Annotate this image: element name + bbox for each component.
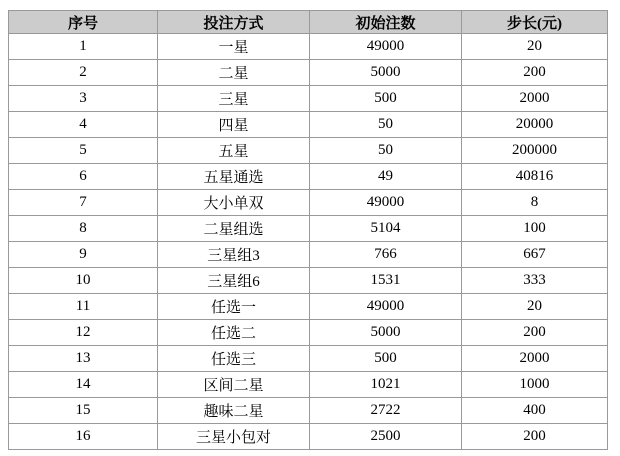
- table-cell: 12: [9, 320, 158, 346]
- table-body: [9, 34, 608, 450]
- table-cell: 趣味二星: [158, 398, 310, 424]
- table-row: [9, 398, 608, 424]
- table-cell: 2000: [462, 86, 608, 112]
- table-row: [9, 268, 608, 294]
- table-cell: 五星: [158, 138, 310, 164]
- table-cell: 50: [310, 138, 462, 164]
- column-header-bet-method: 投注方式: [158, 11, 310, 34]
- table-row: [9, 86, 608, 112]
- table-cell: 三星小包对: [158, 424, 310, 450]
- table-cell: 500: [310, 86, 462, 112]
- table-row: [9, 190, 608, 216]
- table-cell: 任选三: [158, 346, 310, 372]
- table-cell: 5: [9, 138, 158, 164]
- table-cell: 5000: [310, 320, 462, 346]
- table-cell: 11: [9, 294, 158, 320]
- table-row: [9, 294, 608, 320]
- table-cell: 4: [9, 112, 158, 138]
- table-cell: 50: [310, 112, 462, 138]
- table-cell: 766: [310, 242, 462, 268]
- table-cell: 49000: [310, 34, 462, 60]
- table-row: [9, 424, 608, 450]
- table-cell: 200: [462, 320, 608, 346]
- table-cell: 200000: [462, 138, 608, 164]
- table-cell: 20: [462, 294, 608, 320]
- table-cell: 100: [462, 216, 608, 242]
- table-cell: 四星: [158, 112, 310, 138]
- table-cell: 任选二: [158, 320, 310, 346]
- table-cell: 2500: [310, 424, 462, 450]
- table-cell: 1000: [462, 372, 608, 398]
- table-cell: 1: [9, 34, 158, 60]
- table-cell: 8: [462, 190, 608, 216]
- table-cell: 10: [9, 268, 158, 294]
- table-cell: 3: [9, 86, 158, 112]
- table-cell: 任选一: [158, 294, 310, 320]
- table-cell: 二星: [158, 60, 310, 86]
- betting-table: [8, 10, 608, 450]
- table-cell: 1021: [310, 372, 462, 398]
- column-header-index: 序号: [9, 11, 158, 34]
- table-cell: 三星: [158, 86, 310, 112]
- table-cell: 7: [9, 190, 158, 216]
- table-header-row: [9, 11, 608, 34]
- table-cell: 20000: [462, 112, 608, 138]
- table-cell: 14: [9, 372, 158, 398]
- table-row: [9, 372, 608, 398]
- table-cell: 二星组选: [158, 216, 310, 242]
- table-cell: 三星组6: [158, 268, 310, 294]
- table-row: [9, 346, 608, 372]
- table-cell: 49000: [310, 190, 462, 216]
- table-row: [9, 164, 608, 190]
- betting-table-container: [8, 10, 608, 450]
- table-row: [9, 34, 608, 60]
- column-header-step-yuan: 步长(元): [462, 11, 608, 34]
- table-cell: 200: [462, 424, 608, 450]
- table-cell: 49000: [310, 294, 462, 320]
- table-row: [9, 320, 608, 346]
- table-cell: 五星通选: [158, 164, 310, 190]
- table-cell: 40816: [462, 164, 608, 190]
- table-cell: 200: [462, 60, 608, 86]
- table-cell: 49: [310, 164, 462, 190]
- table-cell: 1531: [310, 268, 462, 294]
- table-cell: 2000: [462, 346, 608, 372]
- table-cell: 8: [9, 216, 158, 242]
- table-cell: 6: [9, 164, 158, 190]
- table-cell: 667: [462, 242, 608, 268]
- table-cell: 20: [462, 34, 608, 60]
- table-cell: 三星组3: [158, 242, 310, 268]
- table-cell: 13: [9, 346, 158, 372]
- table-cell: 一星: [158, 34, 310, 60]
- table-cell: 5000: [310, 60, 462, 86]
- table-cell: 333: [462, 268, 608, 294]
- table-cell: 15: [9, 398, 158, 424]
- table-cell: 5104: [310, 216, 462, 242]
- table-cell: 2722: [310, 398, 462, 424]
- column-header-initial-bets: 初始注数: [310, 11, 462, 34]
- table-cell: 500: [310, 346, 462, 372]
- table-cell: 400: [462, 398, 608, 424]
- table-row: [9, 242, 608, 268]
- table-row: [9, 138, 608, 164]
- table-row: [9, 216, 608, 242]
- table-cell: 9: [9, 242, 158, 268]
- table-cell: 大小单双: [158, 190, 310, 216]
- table-cell: 16: [9, 424, 158, 450]
- table-row: [9, 112, 608, 138]
- table-cell: 2: [9, 60, 158, 86]
- table-cell: 区间二星: [158, 372, 310, 398]
- table-row: [9, 60, 608, 86]
